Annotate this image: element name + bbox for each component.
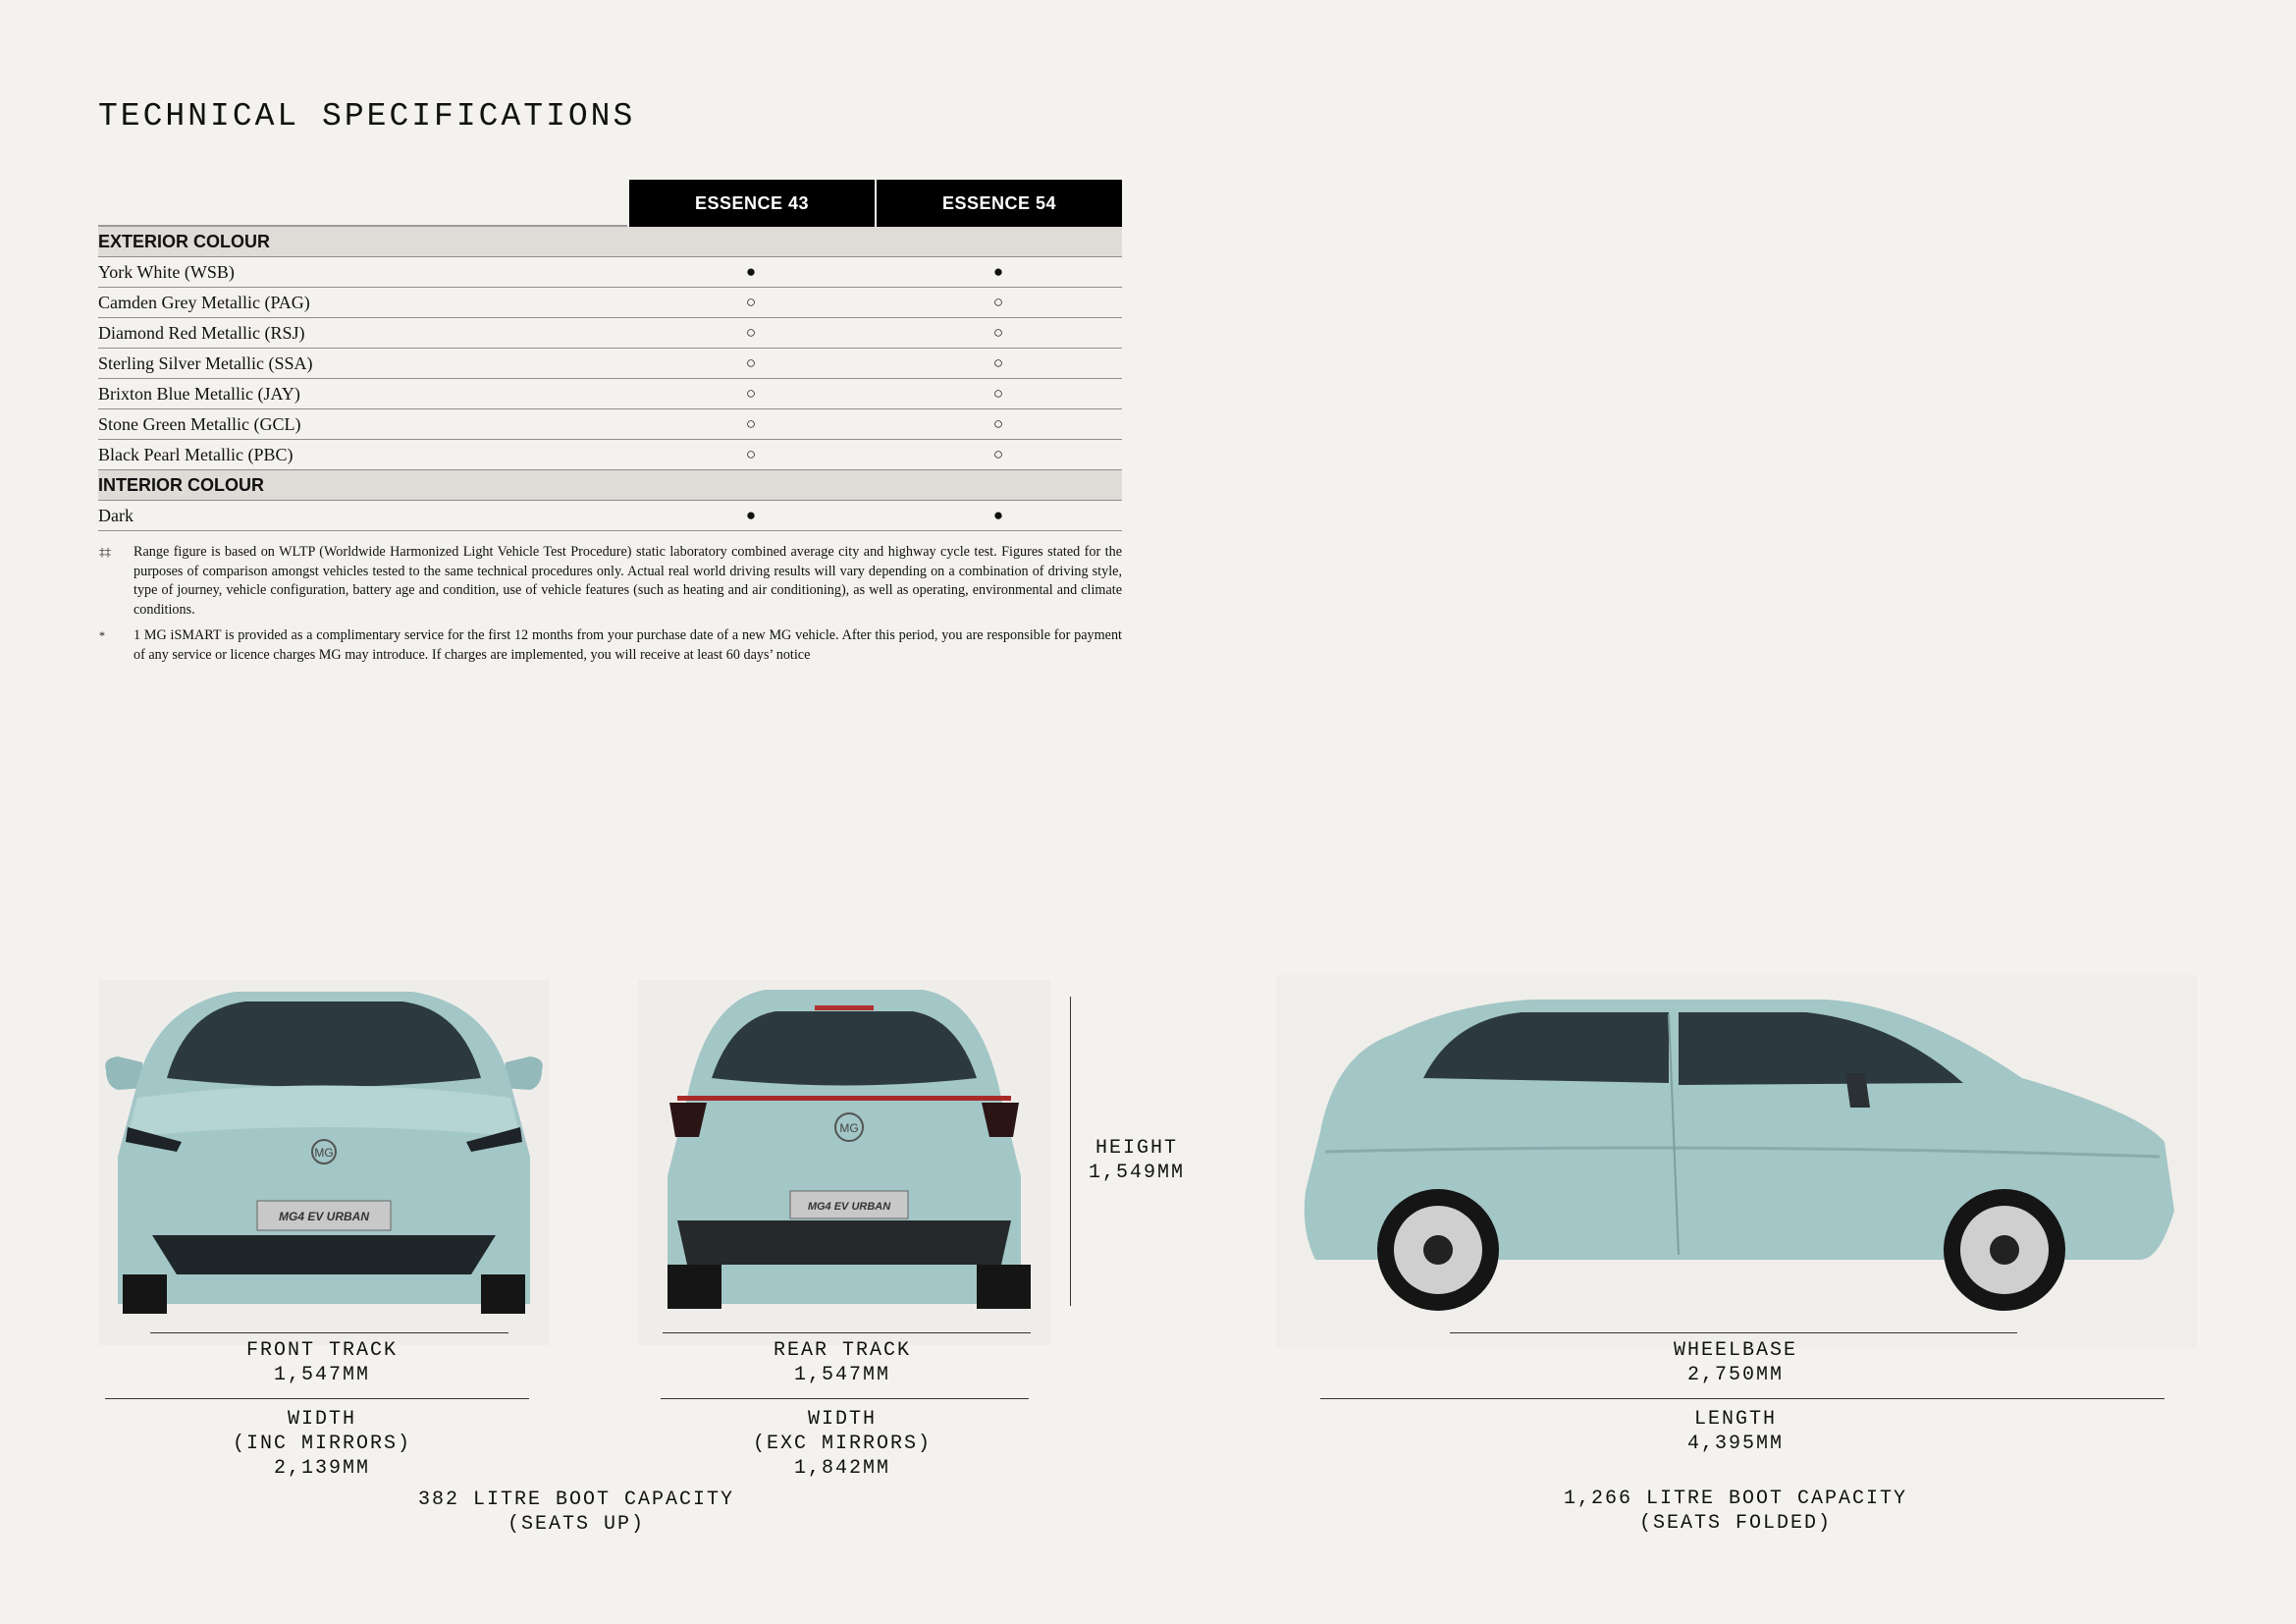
option-circle: ○ [992,445,1004,463]
length-label: LENGTH 4,395MM [1686,1408,1784,1455]
footnotes [98,543,1122,672]
option-circle: ○ [745,293,757,311]
front-track-line [150,1332,508,1333]
column-essence-54: ESSENCE 54 [877,180,1122,227]
boot-capacity-seats-up: 382 LITRE BOOT CAPACITY (SEATS UP) [417,1489,735,1536]
boot-capacity-seats-folded: 1,266 LITRE BOOT CAPACITY (SEATS FOLDED) [1563,1488,1908,1535]
option-circle: ○ [745,353,757,372]
table-row: Brixton Blue Metallic (JAY) ○ ○ [98,379,1122,409]
page-title: TECHNICAL SPECIFICATIONS [98,98,636,135]
section-exterior-colour: EXTERIOR COLOUR [98,227,1122,257]
svg-text:MG4 EV URBAN: MG4 EV URBAN [807,1201,891,1213]
standard-dot: ● [992,506,1004,524]
table-row: Diamond Red Metallic (RSJ) ○ ○ [98,318,1122,349]
table-row: Camden Grey Metallic (PAG) ○ ○ [98,288,1122,318]
column-essence-43: ESSENCE 43 [629,180,875,227]
rear-track-label: REAR TRACK 1,547MM [773,1339,912,1386]
option-circle: ○ [992,384,1004,403]
option-circle: ○ [992,323,1004,342]
table-row: York White (WSB) ● ● [98,257,1122,288]
mg-logo-icon: MG [314,1146,334,1160]
section-interior-colour: INTERIOR COLOUR [98,470,1122,501]
spec-table [98,180,1122,531]
width-inc-mirrors-label: WIDTH (INC MIRRORS) 2,139MM [232,1408,412,1480]
option-circle: ○ [745,384,757,403]
width-exc-line [661,1398,1029,1399]
table-header [98,180,1122,227]
option-circle: ○ [992,353,1004,372]
wheelbase-line [1450,1332,2017,1333]
wheelbase-label: WHEELBASE 2,750MM [1673,1339,1798,1386]
svg-text:MG: MG [839,1121,859,1135]
rear-track-line [663,1332,1031,1333]
front-track-label: FRONT TRACK 1,547MM [245,1339,399,1386]
height-label: HEIGHT 1,549MM [1088,1137,1185,1184]
table-row: Dark ● ● [98,501,1122,531]
car-side-view [1276,975,2197,1348]
option-circle: ○ [992,414,1004,433]
footnote: * 1 MG iSMART is provided as a complimentary service for the first 12 months from your purchase date of a new MG vehicle. After this period, you are responsible for payment of any service or licence charges MG may introduce. If charges are implemented, you will receive at least 60 days’ notice [99,627,1122,663]
option-circle: ○ [992,293,1004,311]
option-circle: ○ [745,414,757,433]
table-row: Stone Green Metallic (GCL) ○ ○ [98,409,1122,440]
standard-dot: ● [992,262,1004,281]
svg-text:MG4 EV URBAN: MG4 EV URBAN [278,1210,370,1223]
option-circle: ○ [745,323,757,342]
standard-dot: ● [745,262,757,281]
width-inc-line [105,1398,529,1399]
length-line [1320,1398,2164,1399]
standard-dot: ● [745,506,757,524]
table-row: Black Pearl Metallic (PBC) ○ ○ [98,440,1122,470]
car-rear-view [638,980,1050,1345]
height-line [1070,997,1071,1306]
footnote: ‡‡ Range figure is based on WLTP (Worldwide Harmonized Light Vehicle Test Procedure) static laboratory combined average city and highway cycle test. Figures stated for the purposes of comparison amongst vehicles tested to the same technical procedures only. Actual real world driving results will vary depending on a combination of driving style, type of journey, vehicle configuration, battery age and condition, use of vehicle features (such as heating and air conditioning), as well as operating, environmental and climate conditions. [99,544,1122,618]
table-row: Sterling Silver Metallic (SSA) ○ ○ [98,349,1122,379]
option-circle: ○ [745,445,757,463]
width-exc-mirrors-label: WIDTH (EXC MIRRORS) 1,842MM [752,1408,933,1480]
car-front-view [98,980,550,1345]
